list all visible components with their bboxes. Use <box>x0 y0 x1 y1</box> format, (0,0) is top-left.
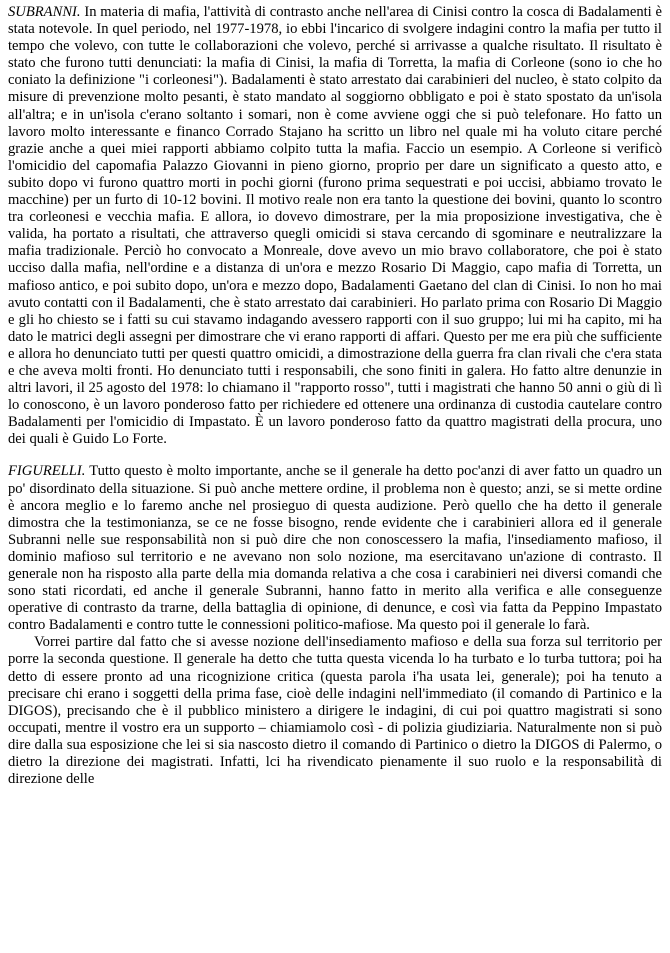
paragraph-text-subranni: In materia di mafia, l'attività di contrasto anche nell'area di Cinisi contro la cosca di Badalamenti è stata notevole. In quel periodo, nel 1977-1978, io ebbi l'incarico di svolgere indagini contro la mafia per tutto il tempo che volevo, con tutte le collaborazioni che volevo, perché si arrivasse a qualche risultato. Il risultato è stato che furono tutti denunciati: la mafia di Cinisi, la mafia di Torretta, la mafia di Corleone (sono io che ho coniato la definizione "i corleonesi"). Badalamenti è stato arrestato dai carabinieri del nucleo, è stato colpito da misure di prevenzione molto pesanti, è stato mandato al soggiorno obbligato e poi è stato spostato da un'isola all'altra; e in un'isola c'erano soltanto i somari, non è come avviene oggi che si può telefonare. Ho fatto un lavoro molto interessante e financo Corrado Stajano ha scritto un libro nel quale mi ha voluto citare perché grazie anche a quei miei rapporti abbiamo colpito tutta la mafia. Faccio un esempio. A Corleone si verificò l'omicidio del capomafia Palazzo Giovanni in pieno giorno, proprio per dare un significato a questo atto, e subito dopo vi furono quattro morti in pochi giorni (furono prima sequestrati e poi uccisi, abbiamo trovato le macchine) per un furto di 10-12 bovini. Il motivo reale non era tanto la questione dei bovini, quanto lo scontro tra corleonesi e vecchia mafia. E allora, io dovevo dimostrare, per la mia proposizione investigativa, che è valida, ha portato a risultati, che attraverso quegli omicidi si stava cercando di sgominare e neutralizzare la mafia tradizionale. Perciò ho convocato a Monreale, dove avevo un mio bravo collaboratore, che poi è stato ucciso dalla mafia, nell'ordine e a distanza di un'ora e mezzo Rosario Di Maggio, capo mafia di Torretta, un mafioso antico, e poi subito dopo, un'ora e mezzo dopo, Badalamenti Gaetano del clan di Cinisi. Io non ho mai avuto contatti con il Badalamenti, che è stato arrestato dai carabinieri. Ho parlato prima con Rosario Di Maggio e gli ho chiesto se i fatti su cui stavamo indagando avessero rapporti con il suo gruppo; lui mi ha capito, mi ha dato le matrici degli assegni per dimostrare che vi erano rapporti di affari. Questo per me era più che sufficiente e allora ho denunciato tutti per questi quattro omicidi, a dimostrazione della guerra fra clan rivali che c'era stata e che aveva molti fronti. Ho denunciato tutti i responsabili, che sono finiti in galera. Ho fatto altre denunzie in altri lavori, il 25 agosto del 1978: lo chiamano il "rapporto rosso", tutti i magistrati che hanno 50 anni o giù di lì lo conoscono, è un lavoro ponderoso fatto per richiedere ed ottenere una ordinanza di custodia cautelare contro Badalamenti per l'omicidio di Impastato. È un lavoro ponderoso fatto da quattro magistrati della procura, uno dei quali è Guido Lo Forte. <box>8 4 662 448</box>
paragraph-text-figurelli-continued: Vorrei partire dal fatto che si avesse nozione dell'insediamento mafioso e della sua forza sul territorio per porre la seconda questione. Il generale ha detto che tutta questa vicenda lo ha turbato e lo turba tuttora; poi ha detto di essere pronto ad una ricognizione critica (questa parola i'ha usata lei, generale); poi ha tenuto a precisare chi erano i soggetti della prima fase, cioè delle indagini nell'immediato (il comando di Partinico e la DIGOS), precisando che è il pubblico ministero a dirigere le indagini, di cui poi quattro magistrati si sono occupati, mentre il vostro era un supporto – chiamiamolo così - di polizia giudiziaria. Naturalmente non si può dire dalla sua esposizione che lei si sia nascosto dietro il comando di Partinico o dietro la DIGOS di Palermo, o dietro la direzione dei magistrati. Infatti, lci ha rivendicato pienamente il suo ruolo e la responsabilità di direzione delle <box>8 634 662 788</box>
speaker-label-figurelli: FIGURELLI. <box>8 463 86 480</box>
paragraph-figurelli <box>8 463 662 634</box>
paragraph-text-figurelli: Tutto questo è molto importante, anche se il generale ha detto poc'anzi di aver fatto un quadro un po' disordinato della situazione. Si può anche mettere ordine, il problema non è questo; anzi, se si mette ordine è ancora meglio e lo faremo anche nel prosieguo di questa audizione. Però quello che ha detto il generale dimostra che la testimonianza, se ce ne fosse bisogno, rende evidente che i carabinieri allora ed il generale Subranni nelle sue responsabilità non si può dire che non conoscessero la mafia, l'insediamento mafioso, il dominio mafioso sul territorio e ne avevano non solo nozione, ma esercitavano un'azione di contrasto. Il generale non ha risposto alla parte della mia domanda relativa a che cosa i carabinieri nei diversi comandi che sono stati ricordati, ed anche il generale Subranni, hanno fatto in merito alla verifica e alle conseguenze operative di contrasto da trarne, della battaglia di opinione, di denunce, e così via fatta da Peppino Impastato contro Badalamenti e contro tutte le connessioni politico-mafiose. Ma questo poi il generale lo farà. <box>8 463 662 634</box>
paragraph-spacer <box>8 448 662 463</box>
paragraph-subranni <box>8 4 662 448</box>
speaker-label-subranni: SUBRANNI. <box>8 4 81 20</box>
paragraph-figurelli-continued <box>8 634 662 788</box>
